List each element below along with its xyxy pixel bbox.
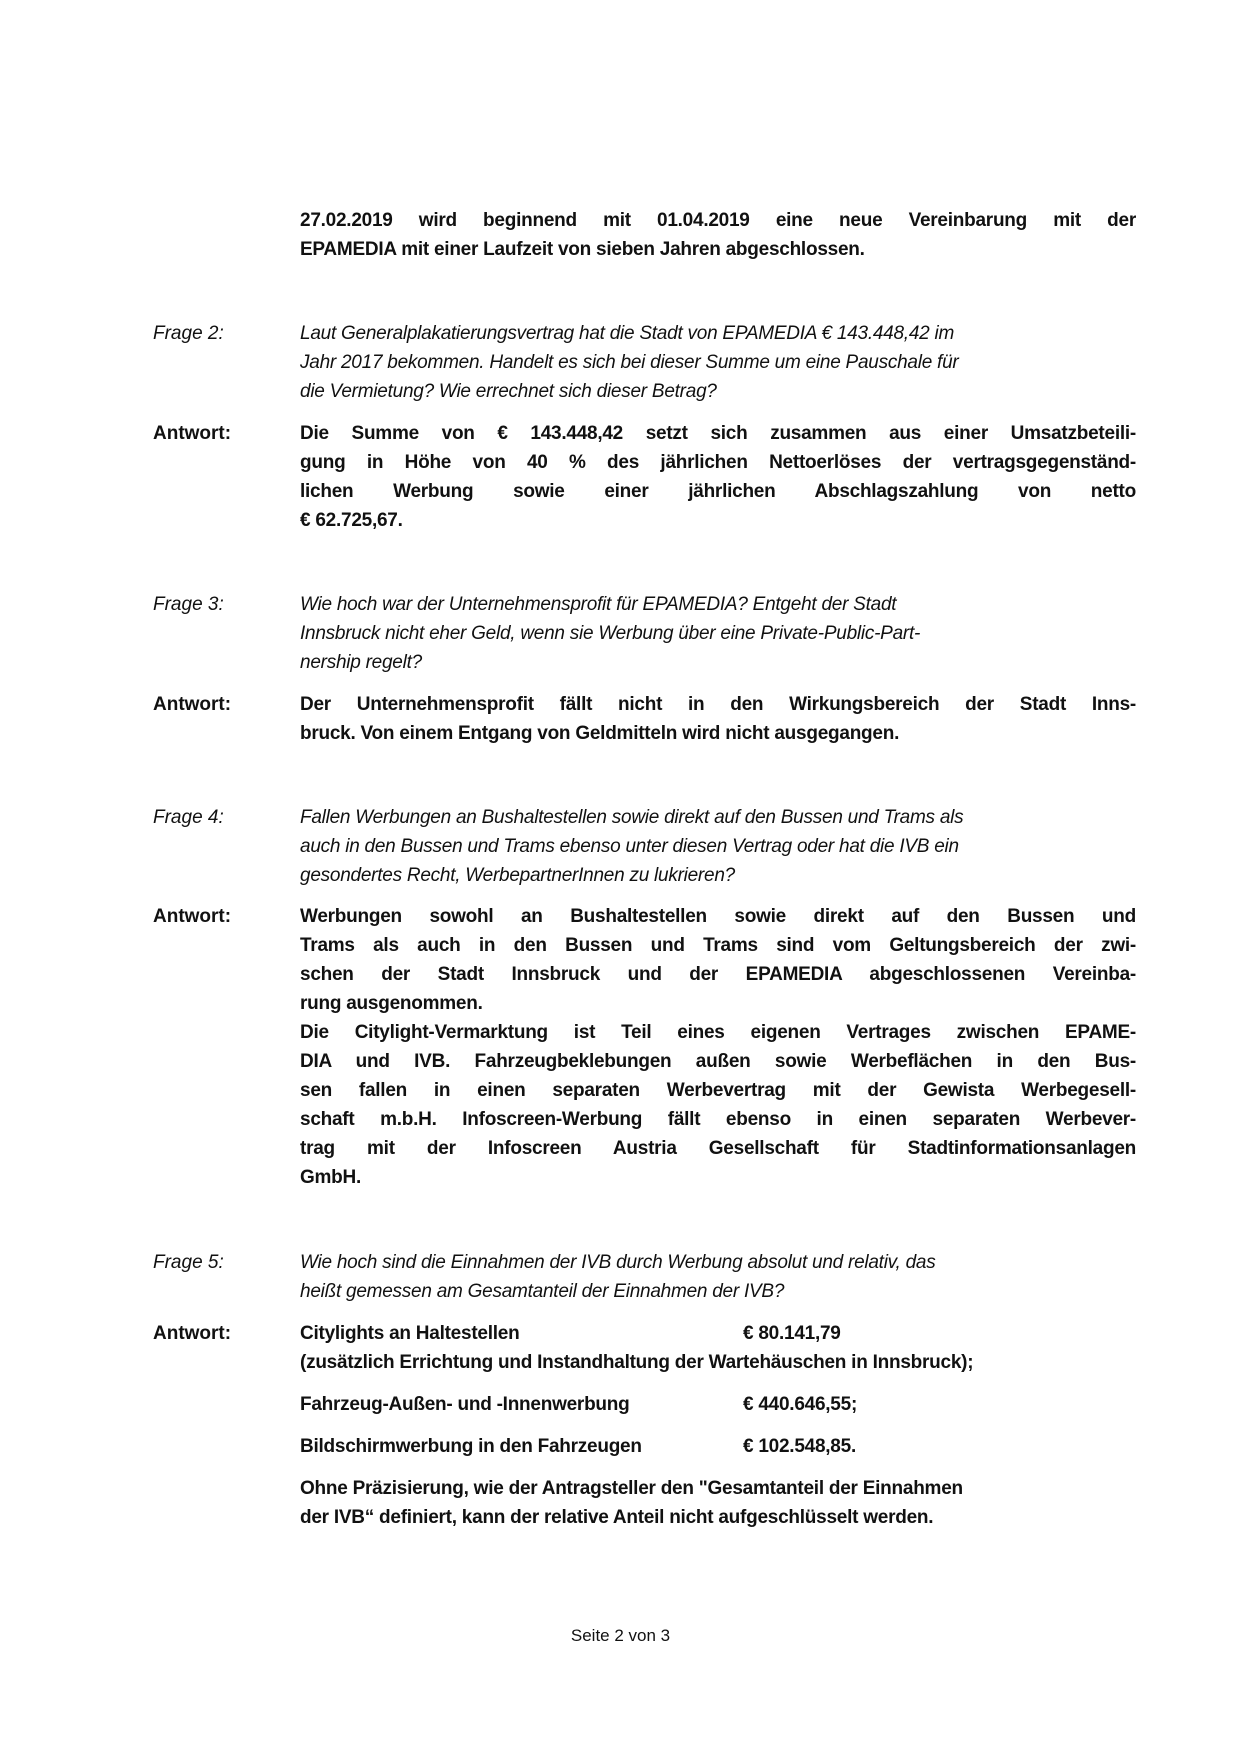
revenue-amount: € 80.141,79: [743, 1323, 841, 1344]
text-line: Ohne Präzisierung, wie der Antragsteller den "Gesamtanteil der Einnahmen: [300, 1478, 963, 1499]
text-line: € 62.725,67.: [300, 510, 403, 531]
text-line: sen fallen in einen separaten Werbevertrag mit der Gewista Werbegesell-: [300, 1080, 1136, 1101]
text-line: auch in den Bussen und Trams ebenso unter diesen Vertrag oder hat die IVB ein: [300, 836, 959, 857]
text-line: trag mit der Infoscreen Austria Gesellschaft für Stadtinformationsanlagen: [300, 1138, 1136, 1159]
text-line: Innsbruck nicht eher Geld, wenn sie Werbung über eine Private-Public-Part-: [300, 623, 921, 644]
revenue-row: [300, 1319, 1136, 1348]
text-line: schen der Stadt Innsbruck und der EPAMEDIA abgeschlossenen Vereinba-: [300, 964, 1136, 985]
text-line: Die Summe von € 143.448,42 setzt sich zusammen aus einer Umsatzbeteili-: [300, 423, 1136, 444]
question-text: [300, 319, 1136, 406]
question-text: [300, 1248, 1136, 1306]
text-line: gesondertes Recht, WerbepartnerInnen zu lukrieren?: [300, 865, 735, 886]
revenue-amount: € 102.548,85.: [743, 1436, 856, 1457]
text-line: Die Citylight-Vermarktung ist Teil eines eigenen Vertrages zwischen EPAME-: [300, 1022, 1136, 1043]
revenue-label: Citylights an Haltestellen: [300, 1323, 520, 1344]
text-line: rung ausgenommen.: [300, 993, 483, 1014]
revenue-amount: € 440.646,55;: [743, 1394, 858, 1415]
text-line: nership regelt?: [300, 652, 422, 673]
answer-text: [300, 690, 1136, 748]
text-line: Wie hoch sind die Einnahmen der IVB durch Werbung absolut und relativ, das: [300, 1252, 936, 1273]
revenue-row: [300, 1390, 1136, 1419]
revenue-label: Bildschirmwerbung in den Fahrzeugen: [300, 1436, 642, 1457]
text-line: Der Unternehmensprofit fällt nicht in den Wirkungsbereich der Stadt Inns-: [300, 694, 1136, 715]
closing-text: [300, 1474, 1136, 1532]
text-line: lichen Werbung sowie einer jährlichen Abschlagszahlung von netto: [300, 481, 1136, 502]
answer-label: Antwort:: [153, 906, 232, 927]
text-line: schaft m.b.H. Infoscreen-Werbung fällt ebenso in einen separaten Werbever-: [300, 1109, 1136, 1130]
answer-text: [300, 902, 1136, 1192]
text-line: gung in Höhe von 40 % des jährlichen Nettoerlöses der vertragsgegenständ-: [300, 452, 1136, 473]
question-label: Frage 4:: [153, 807, 224, 828]
text-line: Werbungen sowohl an Bushaltestellen sowie direkt auf den Bussen und: [300, 906, 1136, 927]
question-label: Frage 5:: [153, 1252, 224, 1273]
revenue-row: [300, 1432, 1136, 1461]
text-line: Jahr 2017 bekommen. Handelt es sich bei dieser Summe um eine Pauschale für: [300, 352, 959, 373]
answer-label: Antwort:: [153, 1323, 232, 1344]
question-text: [300, 803, 1136, 890]
page-number: Seite 2 von 3: [570, 1626, 671, 1645]
revenue-label: Fahrzeug-Außen- und -Innenwerbung: [300, 1394, 630, 1415]
text-line: GmbH.: [300, 1167, 362, 1188]
text-line: heißt gemessen am Gesamtanteil der Einnahmen der IVB?: [300, 1281, 785, 1302]
answer-label: Antwort:: [153, 423, 232, 444]
text-line: Laut Generalplakatierungsvertrag hat die Stadt von EPAMEDIA € 143.448,42 im: [300, 323, 955, 344]
question-label: Frage 3:: [153, 594, 224, 615]
text-line: die Vermietung? Wie errechnet sich dieser Betrag?: [300, 381, 717, 402]
answer-label: Antwort:: [153, 694, 232, 715]
continuation-paragraph: [300, 206, 1136, 264]
text-line: Trams als auch in den Bussen und Trams sind vom Geltungsbereich der zwi-: [300, 935, 1136, 956]
text-line: Fallen Werbungen an Bushaltestellen sowie direkt auf den Bussen und Trams als: [300, 807, 964, 828]
question-text: [300, 590, 1136, 677]
answer-text: [300, 419, 1136, 535]
text-line: Wie hoch war der Unternehmensprofit für EPAMEDIA? Entgeht der Stadt: [300, 594, 897, 615]
text-line: (zusätzlich Errichtung und Instandhaltung der Wartehäuschen in Innsbruck);: [300, 1352, 974, 1373]
text-line: bruck. Von einem Entgang von Geldmitteln wird nicht ausgegangen.: [300, 723, 900, 744]
text-line: der IVB“ definiert, kann der relative Anteil nicht aufgeschlüsselt werden.: [300, 1507, 934, 1528]
citylights-note: [300, 1348, 1136, 1377]
text-line: DIA und IVB. Fahrzeugbeklebungen außen sowie Werbeflächen in den Bus-: [300, 1051, 1136, 1072]
question-label: Frage 2:: [153, 323, 224, 344]
text-line: 27.02.2019 wird beginnend mit 01.04.2019 eine neue Vereinbarung mit der: [300, 210, 1136, 231]
text-line: EPAMEDIA mit einer Laufzeit von sieben Jahren abgeschlossen.: [300, 239, 865, 260]
